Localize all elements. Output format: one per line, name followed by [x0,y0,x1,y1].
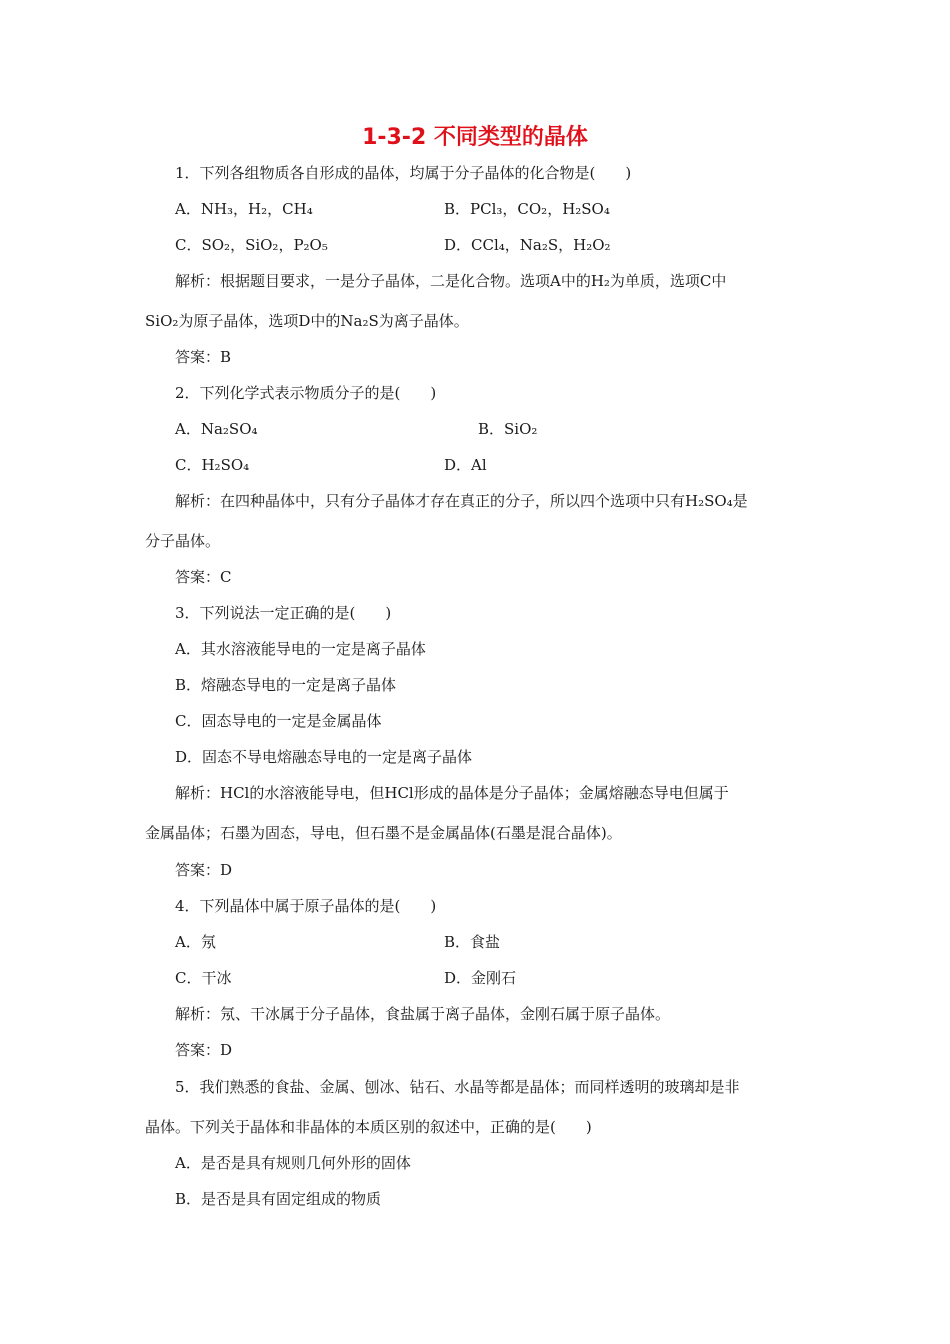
q1-option-d: D．CCl₄，Na₂S，H₂O₂ [444,236,611,254]
q3-analysis-line2: 金属晶体；石墨为固态，导电，但石墨不是金属晶体(石墨是混合晶体)。 [145,824,622,842]
q4-analysis-line1: 解析：氖、干冰属于分子晶体，食盐属于离子晶体，金刚石属于原子晶体。 [175,1005,671,1023]
q1-option-c: C．SO₂，SiO₂，P₂O₅ [175,236,328,254]
q1-option-a: A．NH₃，H₂，CH₄ [175,200,313,218]
q2-option-d: D．Al [444,456,487,474]
q5-option-a: A．是否是具有规则几何外形的固体 [175,1154,411,1172]
q5-question-line2: 晶体。下列关于晶体和非晶体的本质区别的叙述中，正确的是( ) [145,1118,592,1136]
q3-option-c: C．固态导电的一定是金属晶体 [175,712,382,730]
q2-option-b: B．SiO₂ [478,420,538,438]
q2-answer: 答案：C [175,568,232,586]
q4-option-b: B．食盐 [444,933,501,951]
q3-answer: 答案：D [175,861,233,879]
q2-analysis-line1: 解析：在四种晶体中，只有分子晶体才存在真正的分子，所以四个选项中只有H₂SO₄是 [175,492,748,510]
q5-question-line1: 5．我们熟悉的食盐、金属、刨冰、钻石、水晶等都是晶体；而同样透明的玻璃却是非 [175,1078,740,1096]
q4-option-c: C．干冰 [175,969,232,987]
q4-answer: 答案：D [175,1041,233,1059]
q4-option-a: A．氖 [175,933,216,951]
q4-question: 4．下列晶体中属于原子晶体的是( ) [175,897,437,915]
q1-analysis-line2: SiO₂为原子晶体，选项D中的Na₂S为离子晶体。 [145,312,469,330]
q2-option-a: A．Na₂SO₄ [175,420,258,438]
q3-analysis-line1: 解析：HCl的水溶液能导电，但HCl形成的晶体是分子晶体；金属熔融态导电但属于 [175,784,729,802]
q1-question: 1．下列各组物质各自形成的晶体，均属于分子晶体的化合物是( ) [175,164,632,182]
q2-option-c: C．H₂SO₄ [175,456,250,474]
q3-option-b: B．熔融态导电的一定是离子晶体 [175,676,397,694]
q2-analysis-line2: 分子晶体。 [145,532,221,550]
q3-option-a: A．其水溶液能导电的一定是离子晶体 [175,640,426,658]
q5-option-b: B．是否是具有固定组成的物质 [175,1190,382,1208]
q4-option-d: D．金刚石 [444,969,517,987]
q1-answer: 答案：B [175,348,232,366]
page-title: 1-3-2 不同类型的晶体 [362,125,588,150]
q2-question: 2．下列化学式表示物质分子的是( ) [175,384,437,402]
q3-option-d: D．固态不导电熔融态导电的一定是离子晶体 [175,748,473,766]
q1-analysis-line1: 解析：根据题目要求，一是分子晶体，二是化合物。选项A中的H₂为单质，选项C中 [175,272,727,290]
q3-question: 3．下列说法一定正确的是( ) [175,604,392,622]
q1-option-b: B．PCl₃，CO₂，H₂SO₄ [444,200,610,218]
